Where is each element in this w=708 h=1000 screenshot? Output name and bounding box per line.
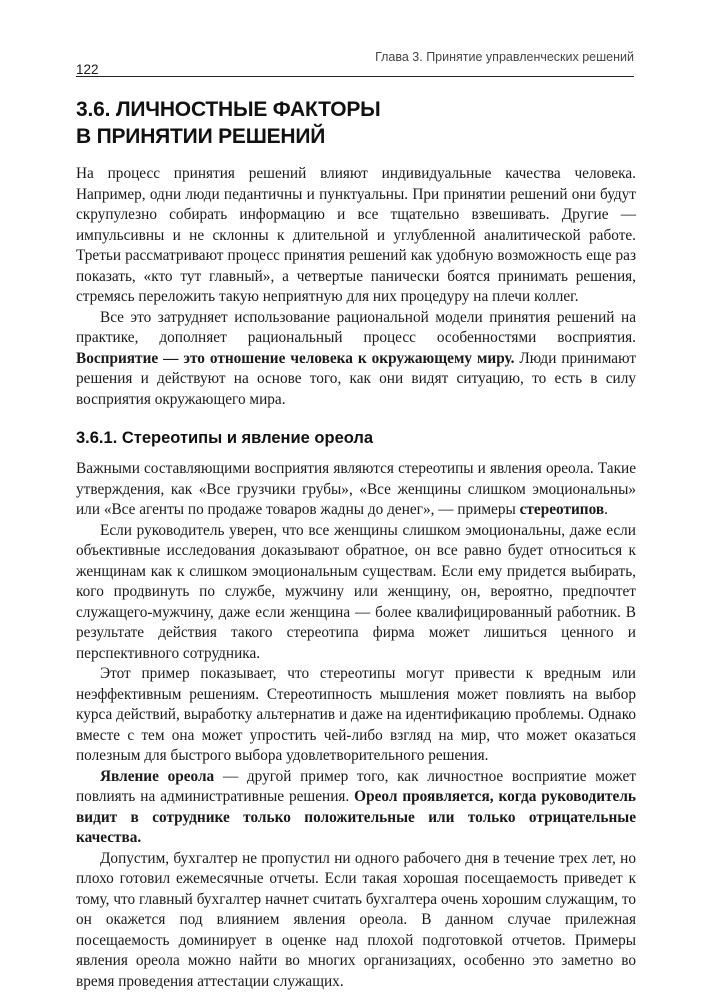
subsection-paragraph-4-middle: — другой пример того, как личностное восприятие может повлиять на административные решения. bbox=[76, 767, 637, 805]
intro-paragraph-2 bbox=[76, 308, 636, 411]
subsection-paragraph-3: Этот пример показывает, что стереотипы могут привести к вредным или неэффективным решениям. Стереотипность мышления может повлиять на выбор курса действий, выработку альтернатив и даже на идентификацию проблемы. Однако вместе с тем она может упростить чей-либо взгляд на мир, что может оказаться полезным для быстрого выбора удовлетворительного решения. bbox=[76, 665, 636, 764]
intro-paragraph-2-end: Люди принимают решения и действуют на основе того, как они видят ситуацию, то есть в силу восприятия окружающего мира. bbox=[76, 349, 637, 408]
subsection-text bbox=[76, 459, 636, 992]
halo-effect-term: Явление ореола bbox=[100, 767, 215, 785]
chapter-title: Глава 3. Принятие управленческих решений bbox=[375, 50, 634, 64]
intro-paragraph-2-start: Все это затрудняет использование рациональной модели принятия решений на практике, дополняет рациональный процесс особенностями восприятия. bbox=[76, 308, 636, 346]
section-title-line-1: 3.6. ЛИЧНОСТНЫЕ ФАКТОРЫ bbox=[76, 98, 381, 121]
stereotypes-term: стереотипов bbox=[519, 501, 605, 518]
subsection-paragraph-1 bbox=[76, 459, 636, 521]
subsection-paragraph-1-start: Важными составляющими восприятия являются стереотипы и явления ореола. Такие утверждения, как «Все грузчики грубы», «Все женщины слишком эмоциональны» или «Все агенты по продаже товаров жадны до денег», — примеры bbox=[76, 460, 636, 518]
intro-paragraph-1: На процесс принятия решений влияют индивидуальные качества человека. Например, одни люди педантичны и пунктуальны. При принятии решений они будут скрупулезно собирать информацию и все тщательно взвешивать. Другие — импульсивны и не склонны к длительной и углубленной аналитической работе. Третьи рассматривают процесс принятия решений как удобную возможность еще раз показать, «кто тут главный», а четвертые панически боятся принимать решения, стремясь переложить такую неприятную для них процедуру на плечи коллег. bbox=[76, 165, 636, 305]
page-number: 122 bbox=[76, 62, 99, 77]
running-head bbox=[76, 50, 634, 77]
perception-definition: Восприятие — это отношение человека к окружающему миру. bbox=[76, 349, 515, 367]
subsection-paragraph-5: Допустим, бухгалтер не пропустил ни одного рабочего дня в течение трех лет, но плохо готовил ежемесячные отчеты. Если такая хорошая посещаемость приведет к тому, что главный бухгалтер начнет считать бухгалтера очень хорошим служащим, то он окажется под влиянием явления ореола. В данном случае прилежная посещаемость доминирует в оценке над плохой подготовкой отчетов. Примеры явления ореола можно найти во многих организациях, особенно это заметно во время проведения аттестации служащих. bbox=[76, 849, 636, 990]
subsection-paragraph-2: Если руководитель уверен, что все женщины слишком эмоциональны, даже если объективные исследования доказывают обратное, он все равно будет относиться к женщинам как к слишком эмоциональным существам. Если ему придется выбирать, кого продвинуть по службе, мужчину или женщину, он, вероятно, предпочтет служащего-мужчину, даже если женщина — более квалифицированный работник. В результате действия такого стереотипа фирма может лишиться ценного и перспективного сотрудника. bbox=[76, 521, 636, 662]
halo-definition: Ореол проявляется, когда руководитель видит в сотруднике только положительные или только отрицательные качества. bbox=[76, 788, 636, 846]
section-title-line-2: В ПРИНЯТИИ РЕШЕНИЙ bbox=[76, 125, 326, 148]
subsection-paragraph-1-end: . bbox=[604, 501, 608, 518]
intro-text bbox=[76, 164, 636, 410]
subsection-title: 3.6.1. Стереотипы и явление ореола bbox=[76, 429, 374, 447]
section-title bbox=[76, 96, 636, 150]
subsection-paragraph-4 bbox=[76, 767, 636, 849]
